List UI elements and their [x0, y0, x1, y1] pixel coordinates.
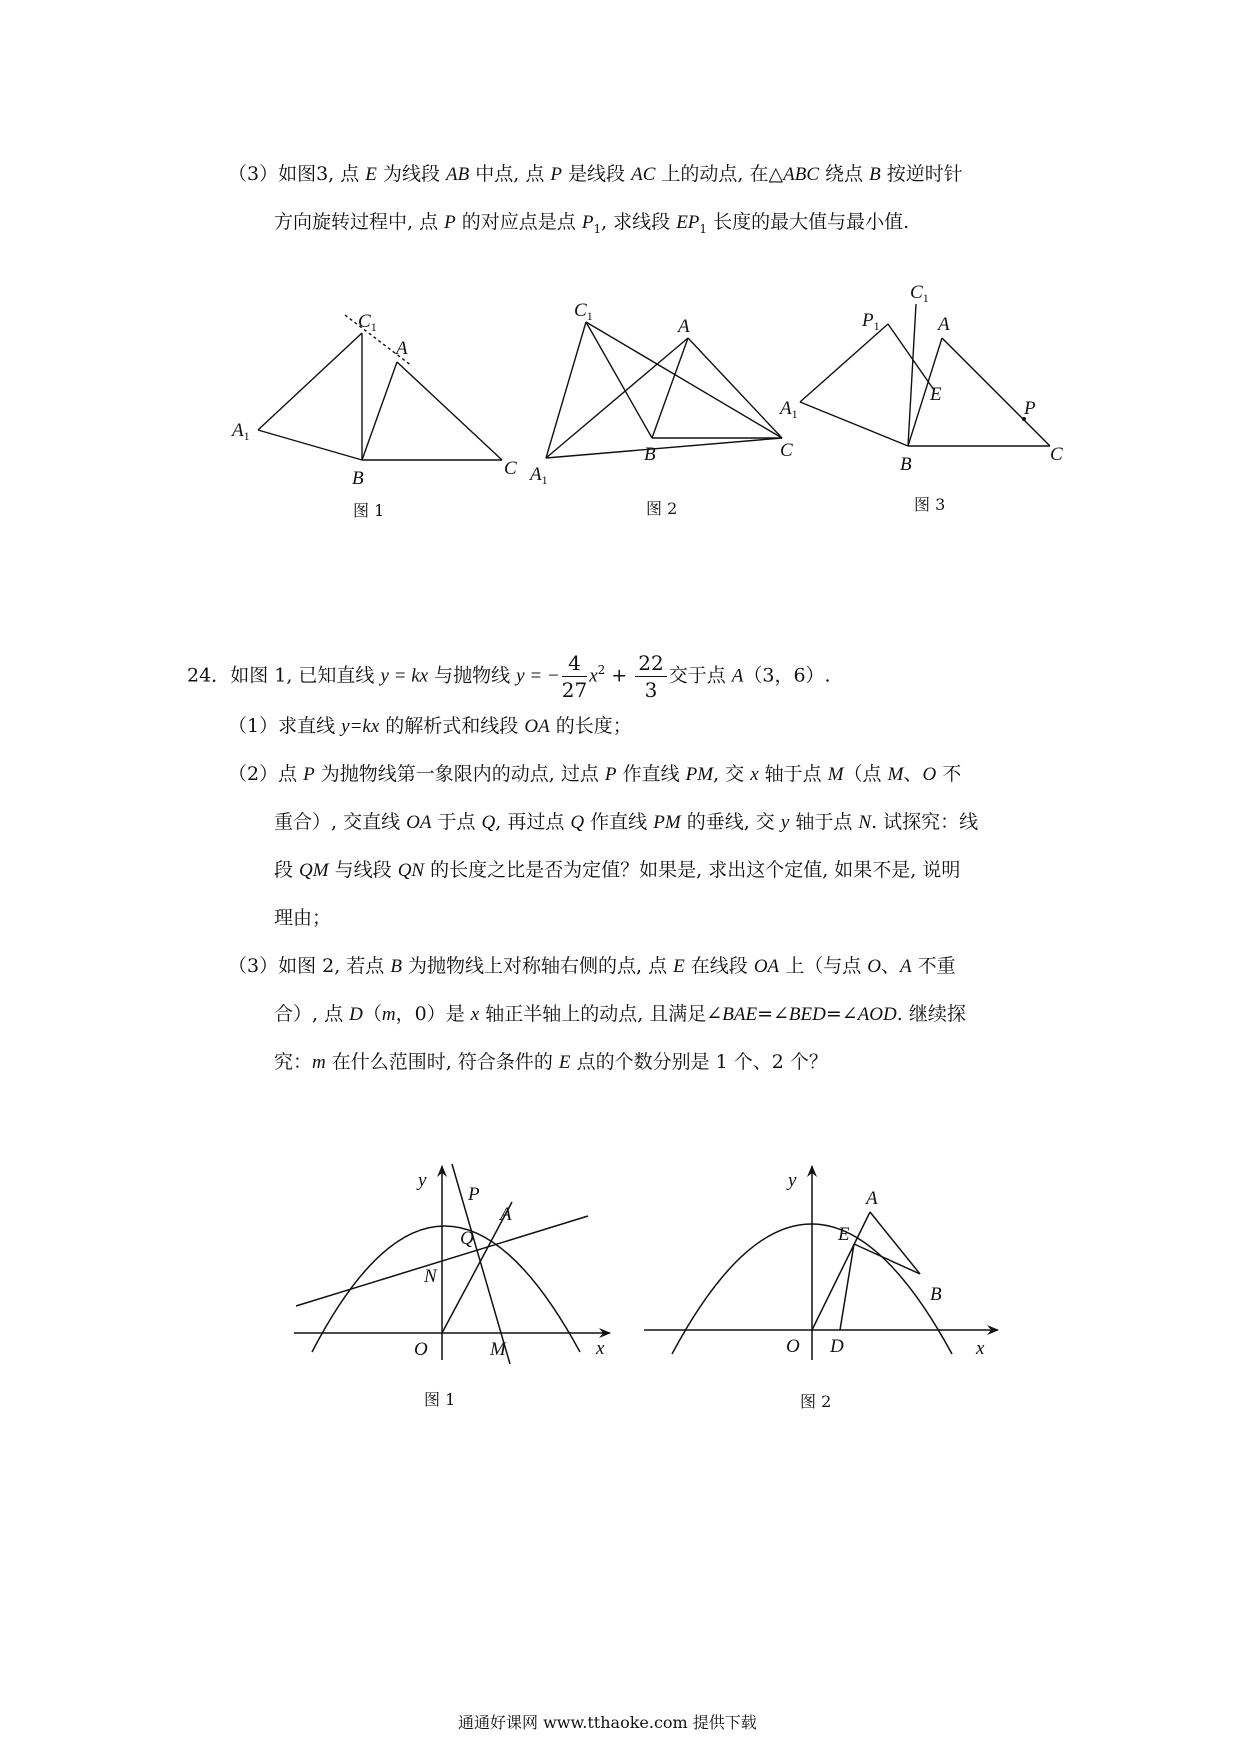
- q23-figures: [0, 270, 1240, 530]
- fig3-label-P1: $P_1$: [862, 310, 880, 333]
- fig2-label-C: C: [780, 440, 793, 461]
- f24-2-label-E: E: [838, 1224, 850, 1245]
- q23-figure-3: [800, 304, 1050, 446]
- f24-1-label-O: O: [414, 1339, 428, 1360]
- fig1-label-A: A: [396, 338, 408, 359]
- q24-part2-line3: 段 QM 与线段 QN 的长度之比是否为定值？如果是, 求出这个定值, 如果不是, 说明: [274, 859, 961, 881]
- f24-2-label-y: y: [788, 1170, 797, 1191]
- fig1-label-A1: $A_1$: [232, 420, 250, 443]
- fraction-22-3: $\frac{22}{3}$: [635, 650, 666, 703]
- fig3-label-B: B: [900, 454, 912, 475]
- fig3-label-P: P: [1024, 398, 1036, 419]
- f24-1-label-A: A: [500, 1204, 512, 1225]
- fraction-4-27: $\frac{4}{27}$: [561, 650, 588, 702]
- fig2-label-B: B: [644, 444, 656, 465]
- fig2-label-C1: $C_1$: [574, 300, 593, 323]
- f24-2-label-A: A: [866, 1188, 878, 1209]
- f24-2-label-D: D: [830, 1336, 844, 1357]
- fig2-label-A1: $A_1$: [530, 464, 548, 487]
- q23-figure-1: [258, 315, 502, 460]
- fig1-label-C: C: [504, 458, 517, 479]
- q24-intro: 24．如图 1, 已知直线 y = kx 与抛物线 y = − $\frac{4}{27}$ $x^2$ + $\frac{22}{3}$ 交于点 A（3，6）.: [187, 650, 831, 702]
- f24-1-label-N: N: [424, 1266, 437, 1287]
- fig3-label-A1: $A_1$: [780, 398, 798, 421]
- f24-2-label-B: B: [930, 1284, 942, 1305]
- q23-fig1-caption: 图 1: [353, 501, 385, 520]
- f24-1-label-M: M: [490, 1339, 506, 1360]
- fig3-label-A: A: [938, 314, 950, 335]
- q24-figure-2: [644, 1166, 998, 1360]
- q24-figure-1: [294, 1164, 610, 1364]
- f24-1-label-x: x: [596, 1338, 605, 1359]
- f24-2-label-x: x: [976, 1338, 985, 1359]
- fig1-label-B: B: [352, 468, 364, 489]
- q24-part2-line1: （2）点 P 为抛物线第一象限内的动点, 过点 P 作直线 PM, 交 x 轴于点 M（点 M、O 不: [228, 763, 962, 785]
- q24-part3-line1: （3）如图 2, 若点 B 为抛物线上对称轴右侧的点, 点 E 在线段 OA 上（与点 O、A 不重: [228, 955, 956, 977]
- q24-fig2-caption: 图 2: [800, 1392, 832, 1411]
- fig2-label-A: A: [678, 316, 690, 337]
- page-footer: 通通好课网 www.tthaoke.com 提供下载: [458, 1713, 757, 1732]
- q23-fig2-caption: 图 2: [646, 499, 678, 518]
- q24-fig1-caption: 图 1: [424, 1390, 456, 1409]
- fig3-label-C1: $C_1$: [910, 282, 929, 305]
- f24-2-label-O: O: [786, 1336, 800, 1357]
- q24-part1: （1）求直线 y=kx 的解析式和线段 OA 的长度；: [228, 715, 632, 737]
- fig3-label-E: E: [930, 384, 942, 405]
- q23-part3-line2: 方向旋转过程中, 点 P 的对应点是点 $P_1$, 求线段 $EP_1$ 长度的最大值与最小值.: [274, 211, 910, 236]
- q23-fig3-caption: 图 3: [914, 495, 946, 514]
- q24-part3-line2: 合）, 点 D（m，0）是 x 轴正半轴上的动点, 且满足∠BAE=∠BED=∠AOD. 继续探: [274, 1003, 966, 1025]
- q24-figures: [0, 1150, 1240, 1410]
- q23-figure-2: [546, 322, 782, 458]
- f24-1-label-Q: Q: [460, 1228, 474, 1249]
- q24-part3-line3: 究：m 在什么范围时, 符合条件的 E 点的个数分别是 1 个、2 个？: [274, 1051, 828, 1073]
- q24-part2-line2: 重合）, 交直线 OA 于点 Q, 再过点 Q 作直线 PM 的垂线, 交 y 轴于点 N. 试探究：线: [274, 811, 979, 833]
- q24-part2-line4: 理由；: [274, 907, 332, 929]
- fig3-label-C: C: [1050, 444, 1063, 465]
- fig1-label-C1: $C_1$: [358, 311, 377, 334]
- f24-1-label-P: P: [468, 1184, 480, 1205]
- f24-1-label-y: y: [418, 1170, 427, 1191]
- q23-part3-line1: （3）如图3, 点 E 为线段 AB 中点, 点 P 是线段 AC 上的动点, 在△ABC 绕点 B 按逆时针: [228, 163, 963, 185]
